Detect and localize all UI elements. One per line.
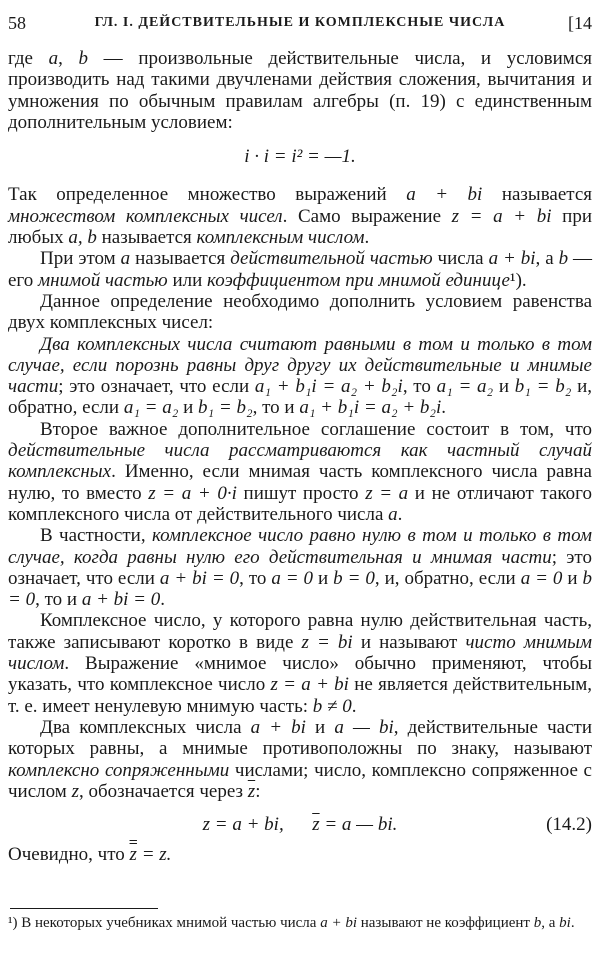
text: , то и bbox=[35, 589, 82, 611]
text: . Само выражение bbox=[282, 205, 452, 227]
math: = z. bbox=[136, 844, 172, 866]
math: a = 0 bbox=[271, 567, 314, 589]
math: bi bbox=[559, 915, 571, 931]
text: Так определенное множество выражений bbox=[8, 184, 407, 206]
text: пишут просто bbox=[236, 482, 366, 504]
text: называется bbox=[482, 184, 592, 206]
text: Комплексное число, у которого равна нулю действительная часть, также записывают коротко в виде bbox=[8, 610, 592, 653]
text: . bbox=[160, 589, 165, 611]
math: b bbox=[78, 48, 89, 69]
text: и bbox=[562, 567, 583, 589]
emphasis: мнимой частью bbox=[38, 269, 168, 291]
math: z = a + bi bbox=[451, 205, 552, 227]
emphasis: Два комплексных числа считают равными в том и только в том случае, если порознь равны друг другу их действительные и мнимые части bbox=[8, 333, 592, 398]
page-number: 58 bbox=[8, 13, 26, 33]
text: где bbox=[8, 48, 49, 69]
text: — его bbox=[8, 248, 593, 291]
text: : bbox=[255, 780, 261, 802]
math: b₁ = b₂ bbox=[198, 397, 253, 419]
running-header bbox=[8, 8, 592, 38]
formula-i-squared bbox=[8, 146, 592, 167]
math: a + bi = 0 bbox=[81, 589, 161, 611]
text: называется bbox=[130, 248, 231, 270]
math: z = a + 0·i bbox=[148, 482, 237, 504]
text: В частности, bbox=[40, 525, 152, 547]
formula-14-2 bbox=[8, 814, 592, 835]
text: , и, обратно, если bbox=[374, 567, 521, 589]
text: При этом bbox=[40, 248, 121, 270]
section-number: [14 bbox=[568, 13, 592, 33]
paragraph-2 bbox=[8, 184, 592, 248]
emphasis: действительной частью bbox=[230, 248, 433, 270]
math: z = a + bi bbox=[270, 674, 349, 696]
math-conjugate: $\overline{z}$ bbox=[312, 814, 320, 836]
text: . bbox=[351, 695, 357, 717]
math: a, b bbox=[68, 227, 97, 249]
text: . bbox=[441, 397, 447, 419]
main-text bbox=[8, 48, 592, 866]
text: — произвольные действительные числа, и условимся производить над такими двучленами действия сложения, вычитания и умножения по обычным правилам алгебры (п. 19) с единственным дополнительным условием: bbox=[8, 48, 593, 133]
math: a + bi = 0 bbox=[159, 567, 240, 589]
math: b bbox=[533, 915, 542, 931]
math: b ≠ 0 bbox=[312, 695, 352, 717]
math: z bbox=[71, 780, 79, 802]
text: . Выражение «мнимое число» обычно применяют, чтобы указать, что комплексное число bbox=[8, 653, 592, 696]
text: и, обратно, если bbox=[8, 376, 592, 419]
paragraph-8 bbox=[8, 610, 592, 716]
text: Очевидно, что bbox=[8, 844, 130, 866]
math: a₁ = a₂ bbox=[123, 397, 179, 419]
paragraph-5 bbox=[8, 334, 592, 419]
text: ; это означает, что если bbox=[58, 376, 255, 398]
chapter-title: ГЛ. I. ДЕЙСТВИТЕЛЬНЫЕ И КОМПЛЕКСНЫЕ ЧИСЛА bbox=[94, 15, 506, 30]
emphasis: множеством комплексных чисел bbox=[8, 205, 283, 227]
math: a bbox=[388, 503, 398, 525]
paragraph-9 bbox=[8, 717, 592, 802]
text: и называют bbox=[352, 631, 466, 653]
text: при любых bbox=[8, 205, 592, 249]
math: b₁ = b₂ bbox=[514, 376, 572, 398]
math: i · i = i² = —1. bbox=[244, 146, 356, 168]
text: , обозначается через bbox=[78, 780, 248, 802]
paragraph-7 bbox=[8, 525, 592, 610]
text: и bbox=[313, 567, 334, 589]
emphasis: комплексным числом bbox=[196, 227, 365, 249]
math: = a — bi. bbox=[319, 814, 398, 836]
paragraph-1 bbox=[8, 48, 592, 133]
text: Второе важное дополнительное соглашение состоит в том, что bbox=[40, 418, 592, 440]
text: и bbox=[305, 716, 335, 738]
math: a bbox=[48, 48, 59, 69]
text: . bbox=[570, 915, 575, 931]
math: a₁ + b₁i = a₂ + b₂i bbox=[299, 397, 442, 419]
math: a₁ + b₁i = a₂ + b₂i bbox=[254, 376, 403, 398]
math: z = bi bbox=[301, 631, 353, 653]
math: a + bi bbox=[488, 248, 536, 270]
text: . bbox=[364, 227, 370, 249]
text: и не отличают такого комплексного числа от действительного числа bbox=[8, 482, 592, 525]
text: , то bbox=[239, 567, 272, 589]
text: . bbox=[397, 503, 403, 525]
text: не является действительным, т. е. имеет ненулевую мнимую часть: bbox=[8, 674, 592, 717]
footnote bbox=[8, 914, 592, 932]
paragraph-10 bbox=[8, 844, 592, 865]
math: a + bi bbox=[406, 184, 483, 206]
math-conjugate: $\overline{z}$ bbox=[247, 780, 256, 802]
paragraph-3 bbox=[8, 248, 592, 291]
math: z = a + bi, bbox=[202, 814, 284, 836]
math: a₁ = a₂ bbox=[436, 376, 494, 398]
paragraph-6 bbox=[8, 419, 592, 525]
text: , то и bbox=[252, 397, 300, 419]
emphasis: коэффициентом при мнимой единице bbox=[207, 269, 510, 291]
paragraph-4: Данное определение необходимо дополнить условием равенства двух комплексных чисел: bbox=[8, 290, 592, 334]
text: , а bbox=[541, 915, 560, 931]
footnote-divider bbox=[10, 908, 158, 909]
text: и bbox=[178, 397, 199, 419]
math: a = 0 bbox=[520, 567, 563, 589]
math: b bbox=[558, 248, 569, 270]
text: Два комплексных числа bbox=[40, 716, 251, 738]
text: ¹) В некоторых учебниках мнимой частью числа bbox=[8, 915, 321, 931]
text: , bbox=[58, 48, 79, 69]
emphasis: комплексное число равно нулю в том и только в том случае, когда равны нулю его действительная и мнимая части bbox=[8, 525, 593, 568]
emphasis: чисто мнимым числом bbox=[8, 631, 592, 675]
text: . Именно, если мнимая часть комплексного числа равна нулю, то вместо bbox=[8, 461, 592, 504]
math: b = 0 bbox=[8, 567, 592, 611]
text: называют не коэффициент bbox=[357, 915, 534, 931]
math: a bbox=[120, 248, 131, 270]
math: a + bi bbox=[250, 716, 306, 738]
text: , а bbox=[535, 248, 559, 270]
footnote-marker: ¹). bbox=[509, 269, 527, 291]
text: или bbox=[167, 269, 208, 291]
text: , действительные части которых равны, а мнимые противоположны по знаку, называют bbox=[8, 716, 592, 760]
math-double-conjugate: z bbox=[129, 844, 137, 866]
text: числами; число, комплексно сопряженное с числом bbox=[8, 759, 592, 802]
math: b = 0 bbox=[333, 567, 375, 589]
equation-number: (14.2) bbox=[546, 814, 592, 836]
text: ; это означает, что если bbox=[8, 546, 592, 589]
text: числа bbox=[432, 248, 489, 270]
text: называется bbox=[96, 227, 197, 249]
emphasis: действительные числа рассматриваются как частный случай комплексных bbox=[8, 440, 592, 483]
math: a + bi bbox=[320, 915, 357, 931]
emphasis: комплексно сопряженными bbox=[8, 759, 230, 781]
math: z = a bbox=[365, 482, 409, 504]
math: a — bi bbox=[334, 716, 394, 738]
text: и bbox=[493, 376, 515, 398]
text: , то bbox=[402, 376, 437, 398]
